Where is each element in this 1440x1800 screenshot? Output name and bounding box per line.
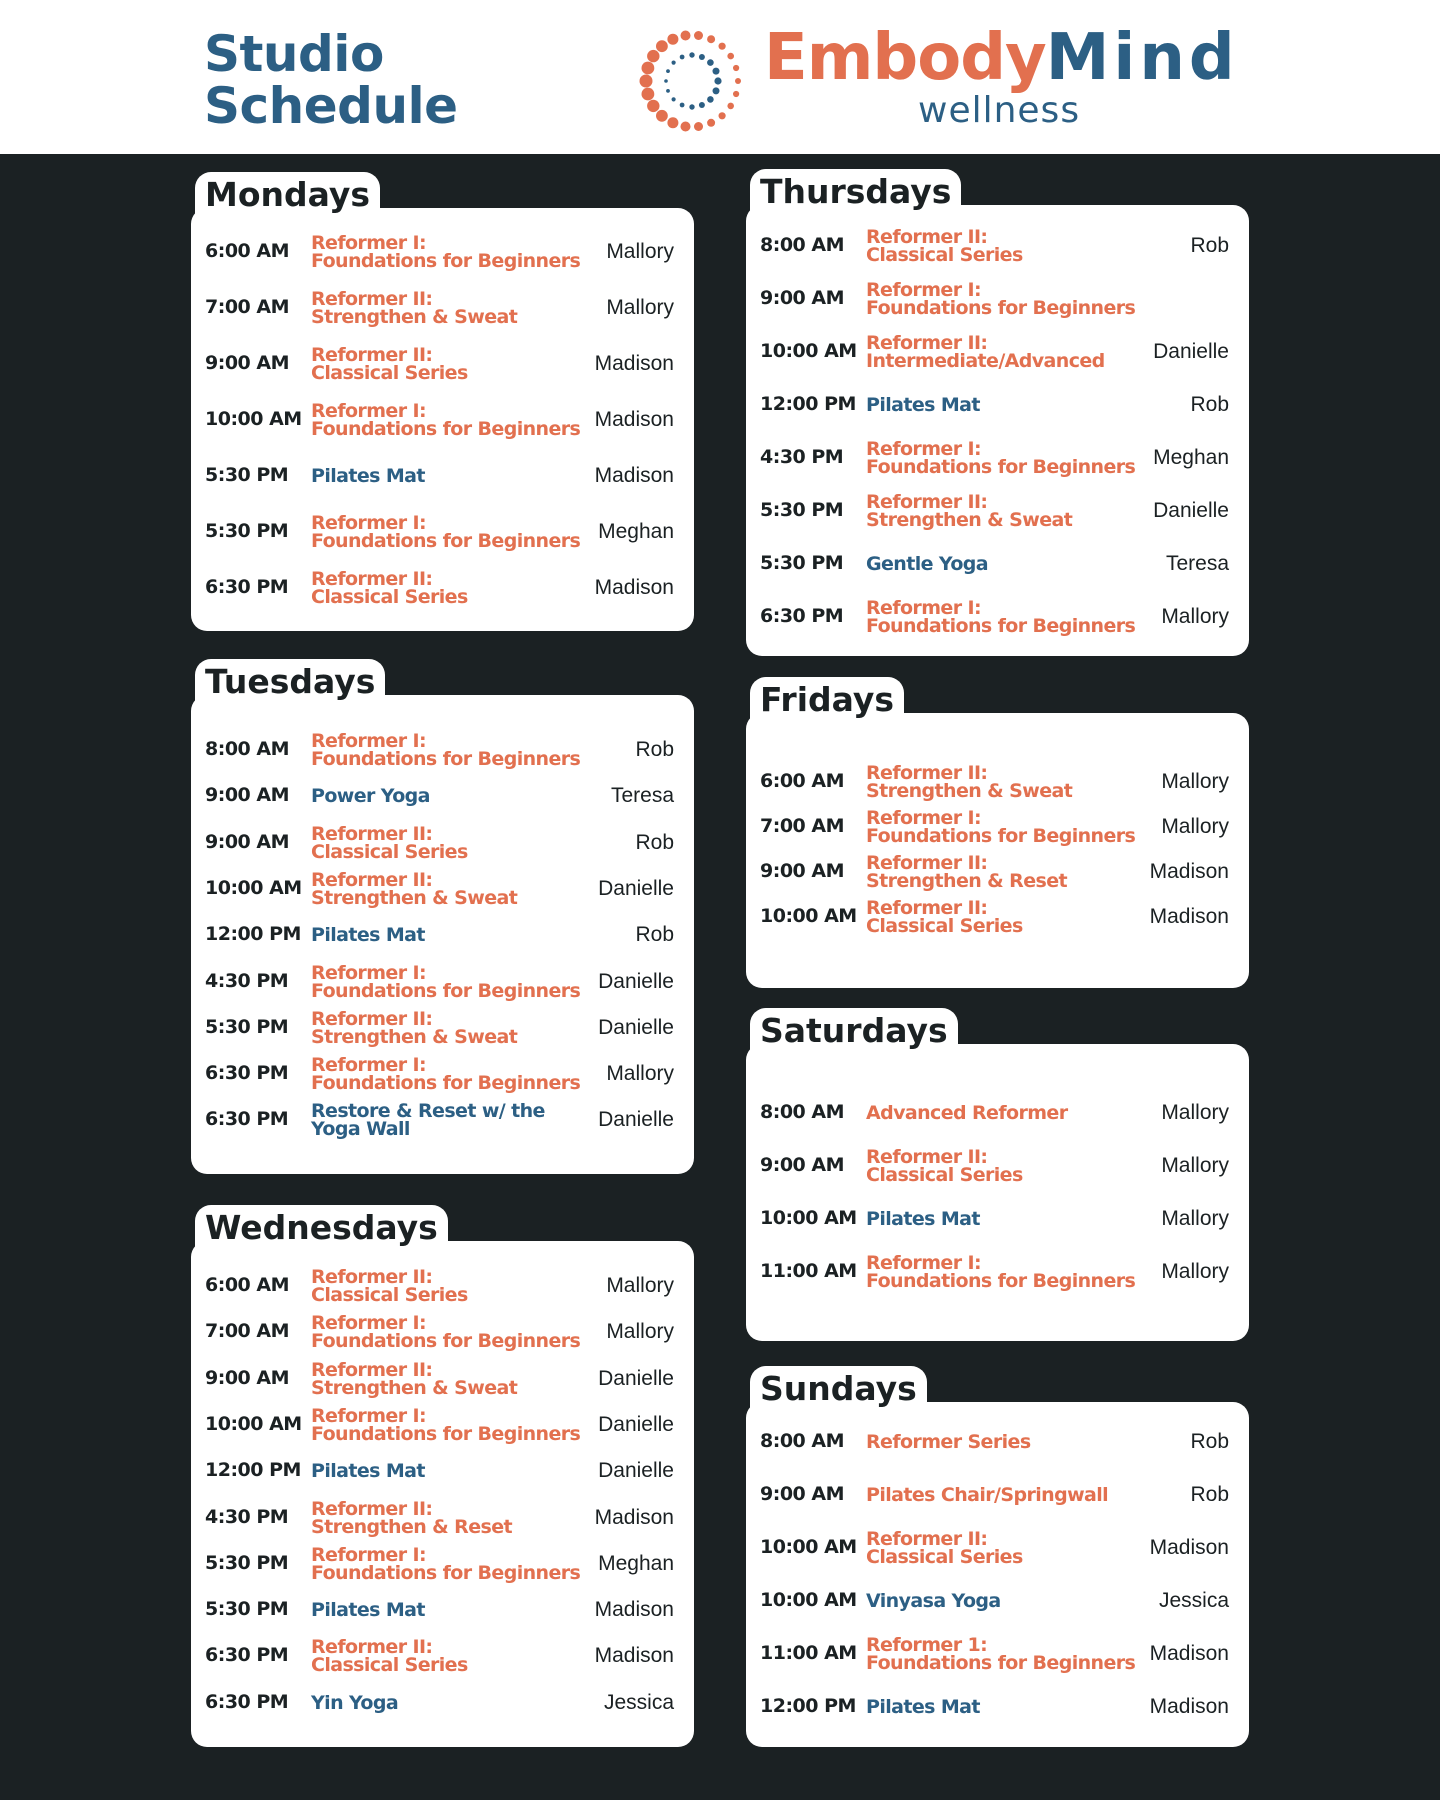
class-name-line2: Foundations for Beginners [311,748,581,770]
instructor-name: Danielle [598,1412,674,1436]
class-name-line1: Pilates Mat [311,1599,425,1622]
class-name [866,334,1105,370]
instructor-name: Danielle [598,1108,674,1132]
session-time: 6:30 PM [205,576,289,598]
class-name-line2: Foundations for Beginners [311,979,581,1002]
session-time: 6:00 AM [760,770,844,792]
session-time: 10:00 AM [760,905,857,927]
class-name-line1: Reformer II: [311,1497,433,1520]
class-name [866,396,980,414]
class-name [311,1497,512,1538]
class-name-line1: Vinyasa Yoga [866,1590,1001,1612]
class-name [311,1312,581,1353]
instructor-name: Mallory [606,1320,674,1344]
session-time: 4:30 PM [205,969,289,992]
class-name [866,555,988,573]
class-name-line2: Foundations for Beginners [866,825,1136,847]
class-name [866,493,1072,529]
class-name-line2: Classical Series [866,1164,1023,1186]
class-name-line1: Pilates Mat [311,924,425,947]
class-name-line2: Strengthen & Sweat [866,780,1073,802]
class-name-line2: Classical Series [311,1284,468,1306]
class-name [311,1691,399,1714]
instructor-name: Mallory [606,1062,674,1086]
day-card-wednesdays [191,1208,694,1747]
class-name [866,1486,1108,1504]
page-title-line2: Schedule [204,77,458,135]
day-title: Mondays [195,172,380,218]
instructor-name: Danielle [1153,499,1229,522]
class-name-line2: Foundations for Beginners [866,297,1136,319]
class-name [311,1268,468,1304]
class-name-line2: Foundations for Beginners [311,418,581,440]
instructor-name: Rob [635,923,674,947]
class-name [311,514,580,550]
class-name-line1: Reformer II: [311,288,433,310]
class-name-line1: Reformer II: [311,568,433,590]
class-name-line2: Strengthen & Sweat [311,1025,518,1048]
class-name-line1: Pilates Mat [866,1696,980,1718]
class-name-line2: Classical Series [311,840,468,863]
class-name [866,1210,980,1228]
class-name-line2: Classical Series [311,362,468,384]
brand-name-part2: Mind [1045,21,1239,95]
class-name-line1: Reformer 1: [866,1634,988,1656]
session-time: 10:00 AM [760,1536,857,1558]
class-name [311,822,468,863]
instructor-name: Mallory [606,296,674,319]
class-name-line1: Reformer I: [866,279,981,301]
class-name [311,1636,468,1677]
instructor-name: Madison [1149,1642,1229,1665]
instructor-name: Teresa [1165,552,1229,575]
day-title: Wednesdays [195,1205,448,1251]
class-name [866,228,1023,264]
instructor-name: Mallory [606,240,674,263]
class-name [311,924,425,947]
instructor-name: Mallory [1161,815,1229,838]
class-name-line1: Reformer II: [311,1007,433,1030]
day-title: Sundays [750,1366,927,1412]
class-name-line1: Reformer I: [866,807,981,829]
session-time: 7:00 AM [205,296,289,318]
class-name-line1: Reformer II: [866,852,988,874]
class-name-line1: Reformer I: [311,512,426,534]
instructor-name: Rob [1190,1483,1229,1506]
class-name-line2: Foundations for Beginners [311,1072,581,1095]
class-name-line1: Reformer II: [866,226,988,248]
session-time: 10:00 AM [760,1589,857,1611]
instructor-name: Jessica [603,1690,674,1714]
class-name-line2: Classical Series [311,586,468,608]
class-name [311,346,468,382]
instructor-name: Danielle [598,1459,674,1483]
day-card-sundays [746,1369,1249,1747]
session-time: 8:00 AM [205,738,289,760]
session-time: 9:00 AM [760,287,844,309]
class-name [311,1599,425,1622]
class-name-line1: Reformer I: [866,438,981,460]
instructor-name: Rob [1190,393,1229,416]
class-name-line1: Reformer I: [311,1543,426,1566]
class-name-line1: Pilates Mat [866,394,980,416]
day-card-tuesdays [191,662,694,1174]
session-time: 6:30 PM [760,605,844,627]
instructor-name: Mallory [1161,1154,1229,1177]
instructor-name: Rob [635,830,674,854]
class-name-line1: Restore & Reset w/ the [311,1100,545,1123]
instructor-name: Madison [594,408,674,431]
class-name [311,1543,581,1584]
class-name-line1: Reformer I: [311,232,426,254]
instructor-name: Meghan [598,1551,674,1575]
instructor-name: Mallory [1161,770,1229,793]
class-name [866,1148,1023,1184]
session-time: 6:00 AM [205,1274,289,1296]
instructor-name: Rob [1190,234,1229,257]
session-time: 11:00 AM [760,1642,857,1664]
class-name [311,1358,518,1399]
session-time: 9:00 AM [760,1154,844,1176]
day-card-thursdays [746,172,1249,656]
class-name [311,234,580,270]
class-name [311,785,430,808]
class-name-line2: Foundations for Beginners [311,1422,581,1445]
day-card-fridays [746,680,1249,988]
class-name-line1: Reformer II: [866,332,988,354]
class-name-line1: Reformer II: [866,1146,988,1168]
session-time: 6:30 PM [205,1644,289,1667]
class-name [311,402,580,438]
session-time: 10:00 AM [205,1412,302,1435]
class-name [866,1592,1001,1610]
class-name-line2: Classical Series [866,244,1023,266]
class-name [311,570,468,606]
day-title: Thursdays [750,169,961,215]
session-time: 10:00 AM [760,1207,857,1229]
instructor-name: Mallory [1161,1101,1229,1124]
instructor-name: Madison [594,1505,674,1529]
session-time: 6:30 PM [205,1690,289,1713]
session-time: 10:00 AM [205,876,302,899]
instructor-name: Danielle [598,1366,674,1390]
class-name-line2: Foundations for Beginners [311,1561,581,1584]
class-name-line2: Yoga Wall [311,1118,410,1141]
class-name-line1: Reformer II: [311,868,433,891]
page-title-line1: Studio [204,25,384,83]
instructor-name: Madison [1149,1536,1229,1559]
instructor-name: Madison [1149,905,1229,928]
class-name [866,599,1135,635]
class-name-line1: Reformer II: [311,1266,433,1288]
page-title [204,25,458,135]
class-name-line1: Reformer Series [866,1431,1031,1453]
instructor-name: Teresa [610,784,674,808]
class-name [311,732,580,768]
class-name-line1: Yin Yoga [311,1691,399,1714]
session-time: 5:30 PM [760,552,844,574]
class-name [311,1007,518,1048]
instructor-name: Madison [594,464,674,487]
brand-subtitle: wellness [918,90,1081,131]
instructor-name: Danielle [598,876,674,900]
session-time: 5:30 PM [205,1598,289,1621]
class-name-line2: Strengthen & Sweat [311,886,518,909]
class-name-line1: Power Yoga [311,785,430,808]
session-time: 9:00 AM [205,830,289,853]
session-time: 6:30 PM [205,1062,289,1085]
class-name [311,1404,581,1445]
class-name-line2: Foundations for Beginners [311,250,581,272]
class-name-line2: Strengthen & Reset [866,870,1067,892]
day-card-mondays [191,175,694,631]
class-name-line1: Reformer II: [311,1636,433,1659]
class-name-line2: Foundations for Beginners [866,1270,1136,1292]
class-name-line1: Pilates Mat [866,1208,980,1230]
class-name-line1: Reformer I: [311,1312,426,1335]
class-name-line2: Intermediate/Advanced [866,350,1105,372]
instructor-name: Mallory [1161,605,1229,628]
class-name-line2: Strengthen & Reset [311,1515,512,1538]
session-time: 12:00 PM [205,1459,301,1482]
class-name [311,467,425,485]
session-time: 5:30 PM [205,1551,289,1574]
instructor-name: Rob [635,738,674,761]
brand-name [764,22,1239,94]
class-name-line1: Reformer II: [311,822,433,845]
class-name [866,1530,1023,1566]
class-name-line2: Foundations for Beginners [866,1652,1136,1674]
class-name-line1: Pilates Mat [311,1460,425,1483]
class-name [866,1636,1135,1672]
class-name-line2: Strengthen & Sweat [311,1376,518,1399]
class-name-line2: Foundations for Beginners [311,530,581,552]
instructor-name: Danielle [598,1015,674,1039]
class-name [866,1254,1135,1290]
class-name [311,868,518,909]
class-name-line1: Reformer I: [311,961,426,984]
session-time: 10:00 AM [760,340,857,362]
class-name-line1: Gentle Yoga [866,553,988,575]
class-name-line2: Classical Series [866,915,1023,937]
session-time: 9:00 AM [205,1366,289,1389]
class-name-line1: Advanced Reformer [866,1102,1068,1124]
class-name-line2: Foundations for Beginners [311,1330,581,1353]
instructor-name: Madison [594,1644,674,1668]
class-name [866,899,1023,935]
session-time: 12:00 PM [760,1695,856,1717]
session-time: 5:30 PM [205,1015,289,1038]
instructor-name: Rob [1190,1430,1229,1453]
session-time: 12:00 PM [205,923,301,946]
class-name [311,961,581,1002]
session-time: 7:00 AM [205,1320,289,1343]
class-name-line2: Classical Series [311,1654,468,1677]
session-time: 5:30 PM [205,520,289,542]
class-name-line2: Classical Series [866,1546,1023,1568]
class-name [866,1433,1031,1451]
instructor-name: Jessica [1158,1589,1229,1612]
class-name [311,1054,581,1095]
class-name [866,1104,1067,1122]
session-time: 4:30 PM [760,446,844,468]
instructor-name: Madison [594,352,674,375]
brand-name-part1: Embody [764,21,1046,95]
class-name [311,290,517,326]
class-name-line2: Strengthen & Sweat [311,306,518,328]
class-name-line1: Reformer I: [311,400,426,422]
instructor-name: Danielle [1153,340,1229,363]
class-name-line1: Reformer II: [311,344,433,366]
class-name [866,440,1135,476]
instructor-name: Madison [1149,1695,1229,1718]
class-name-line1: Reformer II: [311,1358,433,1381]
class-name-line1: Reformer I: [866,1252,981,1274]
session-time: 8:00 AM [760,1101,844,1123]
class-name-line1: Reformer I: [311,1054,426,1077]
session-time: 4:30 PM [205,1505,289,1528]
instructor-name: Meghan [1153,446,1229,469]
class-name-line1: Reformer II: [866,897,988,919]
instructor-name: Madison [594,1598,674,1622]
class-name-line2: Strengthen & Sweat [866,509,1073,531]
instructor-name: Mallory [1161,1207,1229,1230]
class-name-line1: Reformer I: [311,730,426,752]
session-time: 6:00 AM [205,240,289,262]
class-name [866,281,1135,317]
class-name-line1: Reformer II: [866,762,988,784]
brand-logo-icon [632,26,752,136]
class-name [866,764,1072,800]
session-time: 5:30 PM [205,464,289,486]
class-name-line2: Foundations for Beginners [866,456,1136,478]
class-name-line1: Pilates Chair/Springwall [866,1484,1109,1506]
session-time: 7:00 AM [760,815,844,837]
session-time: 5:30 PM [760,499,844,521]
session-time: 12:00 PM [760,393,856,415]
instructor-name: Danielle [598,969,674,993]
class-name-line1: Reformer II: [866,1528,988,1550]
session-time: 8:00 AM [760,1430,844,1452]
class-name [311,1100,545,1141]
header-bar [0,0,1440,154]
instructor-name: Meghan [598,520,674,543]
instructor-name: Mallory [606,1274,674,1297]
session-time: 6:30 PM [205,1108,289,1131]
class-name-line1: Reformer I: [866,597,981,619]
day-title: Tuesdays [195,659,385,705]
session-time: 9:00 AM [205,352,289,374]
day-card-saturdays [746,1011,1249,1341]
class-name [866,809,1135,845]
class-name [866,1698,980,1716]
class-name-line2: Foundations for Beginners [866,615,1136,637]
session-time: 11:00 AM [760,1260,857,1282]
day-title: Saturdays [750,1008,958,1054]
session-time: 9:00 AM [760,860,844,882]
day-title: Fridays [750,677,904,723]
class-name-line1: Reformer I: [311,1404,426,1427]
session-time: 9:00 AM [205,784,289,807]
instructor-name: Mallory [1161,1260,1229,1283]
instructor-name: Madison [1149,860,1229,883]
class-name [866,854,1067,890]
session-time: 10:00 AM [205,408,302,430]
class-name-line1: Reformer II: [866,491,988,513]
instructor-name: Madison [594,576,674,599]
class-name-line1: Pilates Mat [311,465,425,487]
class-name [311,1460,425,1483]
session-time: 9:00 AM [760,1483,844,1505]
session-time: 8:00 AM [760,234,844,256]
